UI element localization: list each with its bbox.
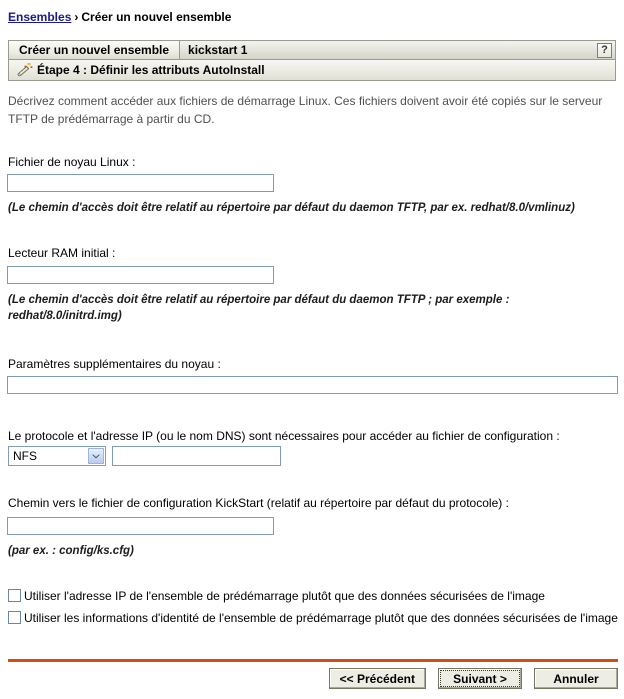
step-header [8, 60, 616, 81]
hint-kernel-file: (Le chemin d'accès doit être relatif au répertoire par défaut du daemon TFTP, par ex. redhat/8.0/vmlinuz) [8, 202, 575, 214]
panel-tabbar [8, 40, 616, 60]
wizard-panel [8, 40, 616, 81]
breadcrumb-link-ensembles[interactable]: Ensembles [8, 10, 72, 24]
wand-icon [15, 62, 33, 78]
protocol-address-input[interactable] [112, 446, 281, 466]
step-title: Étape 4 : Définir les attributs AutoInstall [37, 63, 265, 77]
protocol-select-value: NFS [13, 449, 37, 463]
label-initial-ram-disk: Lecteur RAM initial : [8, 246, 116, 260]
initial-ram-disk-input[interactable] [7, 266, 274, 284]
kernel-file-input[interactable] [7, 174, 274, 192]
kernel-parameters-input[interactable] [7, 376, 618, 394]
label-kernel-file: Fichier de noyau Linux : [8, 155, 136, 169]
breadcrumb-current: Créer un nouvel ensemble [81, 10, 232, 24]
checkbox-label-use-preboot-identity: Utiliser les informations d'identité de l'ensemble de prédémarrage plutôt que des données sécurisées de l'image [24, 611, 618, 625]
breadcrumb [8, 10, 231, 24]
footer-divider [8, 659, 618, 662]
chevron-down-icon[interactable] [88, 448, 104, 464]
breadcrumb-separator-icon: › [74, 10, 79, 24]
checkbox-use-preboot-identity[interactable] [8, 611, 21, 624]
footer-buttons [0, 668, 618, 689]
back-button[interactable]: << Précédent [329, 668, 426, 689]
tab-creer-un-nouvel-ensemble[interactable]: Créer un nouvel ensemble [9, 41, 180, 59]
intro-text: Décrivez comment accéder aux fichiers de démarrage Linux. Ces fichiers doivent avoir été copiés sur le serveur TFTP de prédémarrage à partir du CD. [8, 94, 603, 126]
checkbox-label-use-preboot-ip: Utiliser l'adresse IP de l'ensemble de prédémarrage plutôt que des données sécurisées de l'image [24, 589, 545, 603]
checkbox-row-use-identity[interactable] [8, 610, 620, 627]
hint-kickstart-path: (par ex. : config/ks.cfg) [8, 545, 134, 557]
kickstart-path-input[interactable] [7, 517, 274, 535]
label-protocol-address: Le protocole et l'adresse IP (ou le nom DNS) sont nécessaires pour accéder au fichier de configuration : [8, 429, 560, 443]
label-kickstart-path: Chemin vers le fichier de configuration KickStart (relatif au répertoire par défaut du protocole) : [8, 496, 509, 510]
help-button[interactable]: ? [597, 43, 612, 58]
hint-initial-ram-disk: (Le chemin d'accès doit être relatif au répertoire par défaut du daemon TFTP ; par exemple : redhat/8.0/initrd.img) [8, 294, 510, 322]
cancel-button[interactable]: Annuler [534, 668, 618, 689]
next-button[interactable]: Suivant > [438, 668, 522, 689]
protocol-select[interactable] [8, 446, 106, 466]
checkbox-use-preboot-ip[interactable] [8, 589, 21, 602]
label-kernel-parameters: Paramètres supplémentaires du noyau : [8, 357, 221, 371]
panel-object-name: kickstart 1 [188, 43, 248, 57]
checkbox-row-use-ip[interactable] [8, 588, 620, 605]
